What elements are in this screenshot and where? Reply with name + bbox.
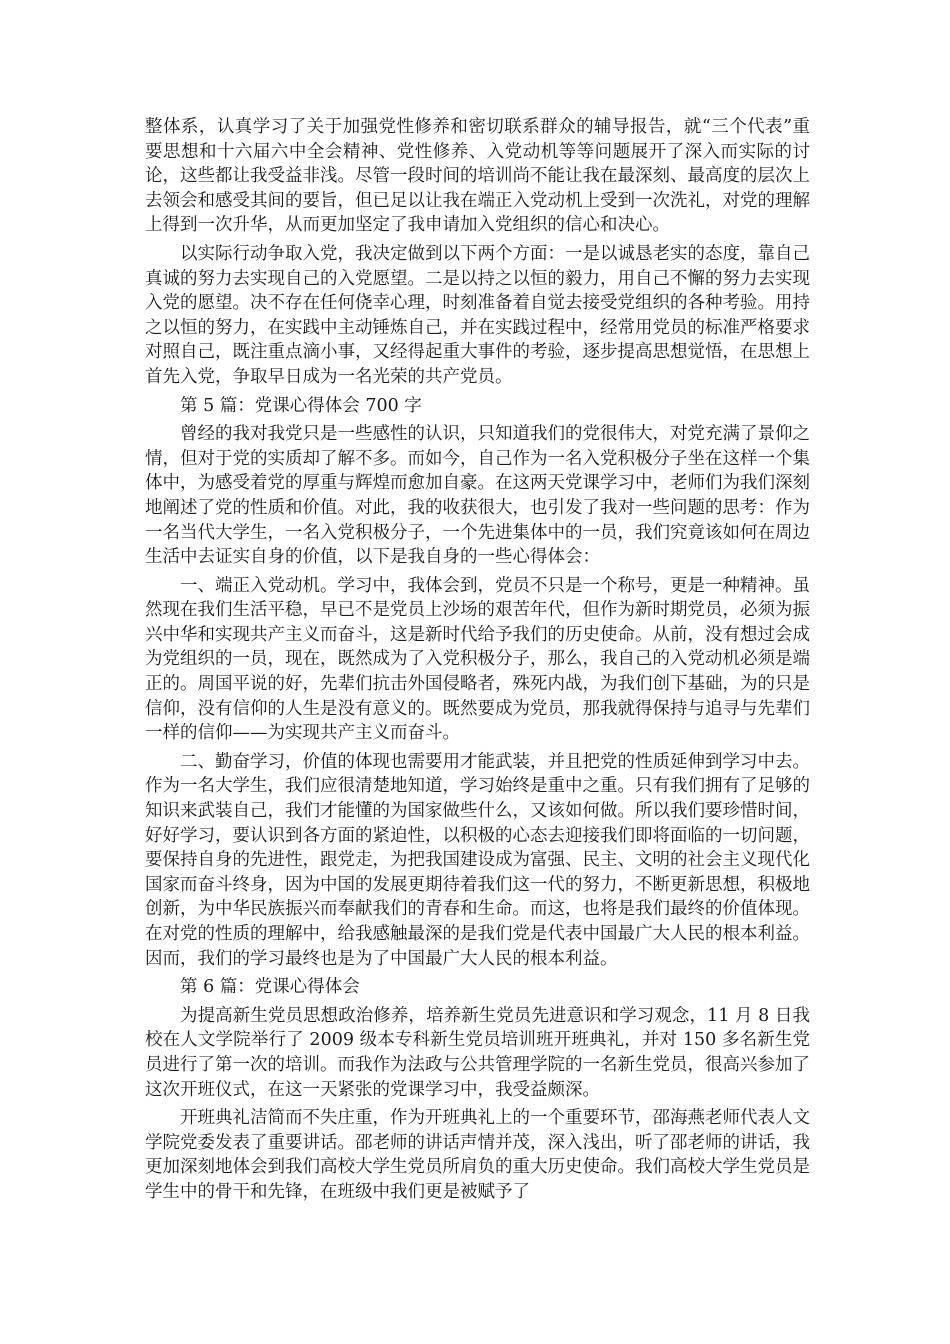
paragraph-continuation: 整体系，认真学习了关于加强党性修养和密切联系群众的辅导报告，就“三个代表”重要思想和十六届六中全会精神、党性修养、入党动机等等问题展开了深入而实际的讨论，这些都让我受益非浅。尽管一段时间的培训尚不能让我在最深刻、最高度的层次上去领会和感受其间的要旨，但已足以让我在端正入党动机上受到一次洗礼，对党的理解上得到一次升华，从而更加坚定了我申请加入党组织的信心和决心。	[145, 117, 810, 236]
paragraph-point-1: 一、端正入党动机。学习中，我体会到，党员不只是一个称号，更是一种精神。虽然现在我们生活平稳，早已不是党员上沙场的艰苦年代，但作为新时期党员，必须为振兴中华和实现共产主义而奋斗，这是新时代给予我们的历史使命。从前，没有想过会成为党组织的一员，现在，既然成为了入党积极分子，那么，我自己的入党动机必须是端正的。周国平说的好，先辈们抗击外国侵略者，殊死内战，为我们创下基础，为的只是信仰，没有信仰的人生是没有意义的。既然要成为党员，那我就得保持与追寻与先辈们一样的信仰——为实现共产主义而奋斗。	[145, 575, 810, 744]
section-heading-6: 第 6 篇：党课心得体会	[180, 977, 360, 998]
paragraph-ceremony: 开班典礼洁简而不失庄重，作为开班典礼上的一个重要环节，邵海燕老师代表人文学院党委发表了重要讲话。邵老师的讲话声情并茂，深入浅出，听了邵老师的讲话，我更加深刻地体会到我们高校大学生党员所肩负的重大历史使命。我们高校大学生党员是学生中的骨干和先锋，在班级中我们更是被赋予了	[145, 1108, 810, 1202]
document-page	[145, 115, 810, 1209]
paragraph-intro-6: 为提高新生党员思想政治修养，培养新生党员先进意识和学习观念，11 月 8 日我校在人文学院举行了 2009 级本专科新生党员培训班开班典礼，并对 150 多名新生党员进行了第一次的培训。而我作为法政与公共管理学院的一名新生党员，很高兴参加了这次开班仪式，在这一天紧张的党课学习中，我受益颇深。	[145, 1005, 810, 1100]
paragraph-action-plan: 以实际行动争取入党，我决定做到以下两个方面：一是以诚恳老实的态度，靠自己真诚的努力去实现自己的入党愿望。二是以持之以恒的毅力，用自己不懈的努力去实现入党的愿望。决不存在任何侥幸心理，时刻准备着自觉去接受党组织的各种考验。用持之以恒的努力，在实践中主动锤炼自己，并在实践过程中，经常用党员的标准严格要求对照自己，既注重点滴小事，又经得起重大事件的考验，逐步提高思想觉悟，在思想上首先入党，争取早日成为一名光荣的共产党员。	[145, 243, 810, 387]
paragraph-intro-5: 曾经的我对我党只是一些感性的认识，只知道我们的党很伟大，对党充满了景仰之情，但对于党的实质却了解不多。而如今，自己作为一名入党积极分子坐在这样一个集体中，为感受着党的厚重与辉煌而愈加自豪。在这两天党课学习中，老师们为我们深刻地阐述了党的性质和价值。对此，我的收获很大，也引发了我对一些问题的思考：作为一名当代大学生，一名入党积极分子，一个先进集体中的一员，我们究竟该如何在周边生活中去证实自身的价值，以下是我自身的一些心得体会：	[145, 424, 810, 568]
paragraph-point-2: 二、勤奋学习，价值的体现也需要用才能武装，并且把党的性质延伸到学习中去。作为一名大学生，我们应很清楚地知道，学习始终是重中之重。只有我们拥有了足够的知识来武装自己，我们才能懂的为国家做些什么，又该如何做。所以我们要珍惜时间，好好学习，要认识到各方面的紧迫性，以积极的心态去迎接我们即将面临的一切问题，要保持自身的先进性，跟党走，为把我国建设成为富强、民主、文明的社会主义现代化国家而奋斗终身，因为中国的发展更期待着我们这一代的努力，不断更新思想，积极地创新，为中华民族振兴而奉献我们的青春和生命。而这，也将是我们最终的价值体现。在对党的性质的理解中，给我感触最深的是我们党是代表中国最广大人民的根本利益。因而，我们的学习最终也是为了中国最广大人民的根本利益。	[145, 751, 810, 969]
section-heading-5: 第 5 篇：党课心得体会 700 字	[180, 395, 422, 416]
